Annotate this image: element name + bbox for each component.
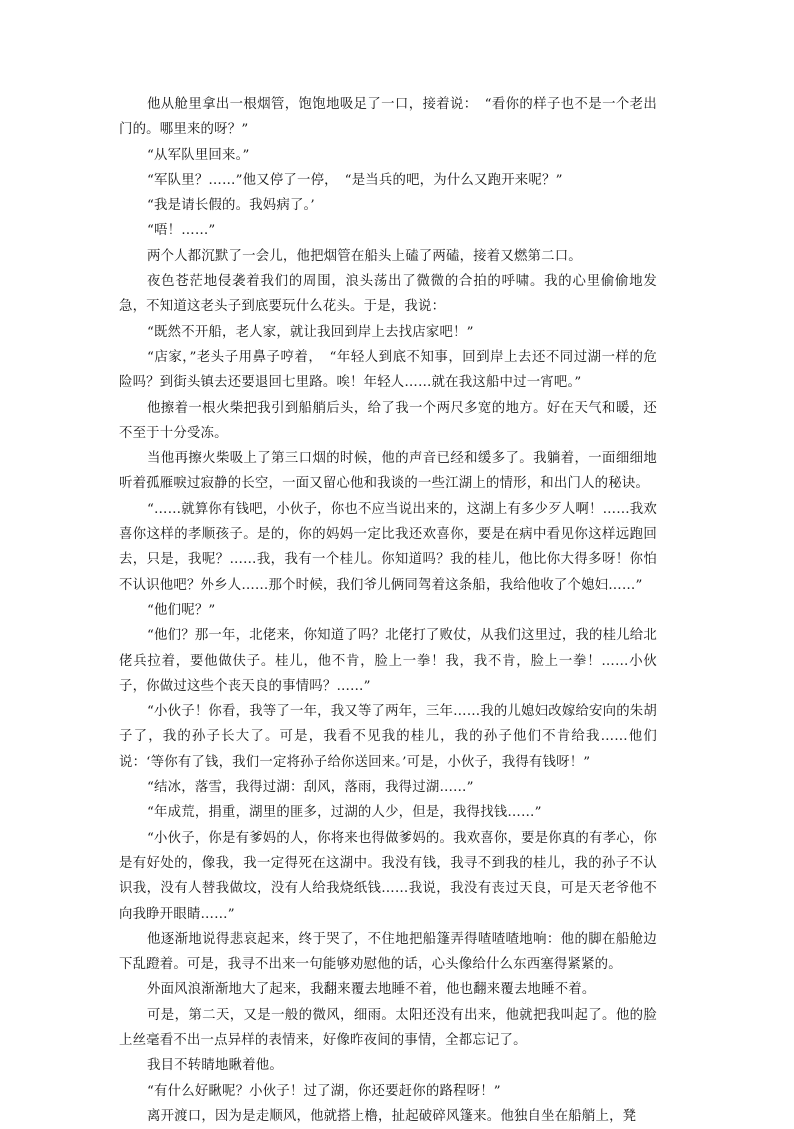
paragraph: “他们呢？” (147, 602, 216, 618)
paragraph: 他从舱里拿出一根烟管，饱饱地吸足了一口，接着说： “看你的样子也不是一个老出门的。哪里来的呀？” (119, 97, 657, 138)
paragraph: 他逐渐地说得悲哀起来，终于哭了，不住地把船篷弄得喳喳喳地响：他的脚在船舱边下乱蹬着。可是，我寻不出来一句能够劝慰他的话，心头像给什么东西塞得紧紧的。 (119, 931, 657, 973)
paragraph: “唔！……” (147, 223, 216, 239)
paragraph: “……就算你有钱吧，小伙子，你也不应当说出来的，这湖上有多少歹人啊！……我欢喜你这样的孝顺孩子。是的，你的妈妈一定比我还欢喜你，要是在病中看见你这样远跑回去，只是，我呢？……我，我有一个桂儿。你知道吗？我的桂儿，他比你大得多呀！你怕不认识他吧？外乡人……那个时候，我们爷儿俩同驾着这条船，我给他收了个媳妇……” (119, 501, 657, 593)
paragraph: “小伙子，你是有爹妈的人，你将来也得做爹妈的。我欢喜你，要是你真的有孝心，你是有好处的，像我，我一定得死在这湖中。我没有钱，我寻不到我的桂儿，我的孙子不认识我，没有人替我做坟，没有人给我烧纸钱……我说，我没有丧过天良，可是天老爷他不向我睁开眼睛……” (119, 830, 657, 922)
paragraph: “军队里？……”他又停了一停， “是当兵的吧，为什么又跑开来呢？” (147, 172, 563, 188)
paragraph: “有什么好瞅呢？小伙子！过了湖，你还要赶你的路程呀！” (147, 1083, 501, 1099)
paragraph: 他擦着一根火柴把我引到船艄后头，给了我一个两尺多宽的地方。好在天气和暖，还不至于十分受冻。 (119, 400, 657, 441)
paragraph: “店家，”老头子用鼻子哼着， “年轻人到底不知事，回到岸上去还不同过湖一样的危险吗？到街头镇去还要退回七里路。唉！年轻人……就在我这船中过一宵吧。” (119, 349, 657, 391)
paragraph: “我是请长假的。我妈病了。’ (147, 198, 315, 214)
paragraph: 外面风浪渐渐地大了起来，我翻来覆去地睡不着，他也翻来覆去地睡不着。 (147, 982, 596, 998)
paragraph: 夜色苍茫地侵袭着我们的周围，浪头荡出了微微的合拍的呼啸。我的心里偷偷地发急，不知道这老头子到底要玩什么花头。于是，我说： (119, 274, 657, 315)
paragraph: “结冰，落雪，我得过湖：刮风，落雨，我得过湖……” (147, 780, 474, 796)
paragraph: 我目不转睛地瞅着他。 (147, 1058, 283, 1074)
paragraph: 可是，第二天，又是一般的微风，细雨。太阳还没有出来，他就把我叫起了。他的脸上丝毫看不出一点异样的表情来，好像昨夜间的事情，全都忘记了。 (119, 1007, 657, 1048)
paragraph: 两个人都沉默了一会儿，他把烟管在船头上磕了两磕，接着又燃第二口。 (147, 248, 582, 264)
paragraph: 离开渡口，因为是走顺风，他就搭上橹，扯起破碎风篷来。他独自坐在船艄上，凳 (147, 1108, 637, 1124)
paragraph: 当他再擦火柴吸上了第三口烟的时候，他的声音已经和缓多了。我躺着，一面细细地听着孤雁唳过寂静的长空，一面又留心他和我谈的一些江湖上的情形，和出门人的秘诀。 (119, 451, 657, 492)
paragraph: “小伙子！你看，我等了一年，我又等了两年，三年……我的儿媳妇改嫁给安向的朱胡子了，我的孙子长大了。可是，我看不见我的桂儿，我的孙子他们不肯给我……他们说：‘等你有了钱，我们一定将孙子给你送回来。’可是，小伙子，我得有钱呀！” (119, 704, 657, 770)
paragraph: “年成荒，捐重，湖里的匪多，过湖的人少，但是，我得找钱……” (147, 805, 542, 821)
paragraph: “他们？那一年，北佬来，你知道了吗？北佬打了败仗，从我们这里过，我的桂儿给北佬兵拉着，要他做伕子。桂儿，他不肯，脸上一拳！我，我不肯，脸上一拳！……小伙子，你做过这些个丧天良的事情吗？……” (119, 628, 657, 694)
document-body (119, 92, 657, 1129)
paragraph: “从军队里回来。” (147, 147, 250, 163)
paragraph: “既然不开船，老人家，就让我回到岸上去找店家吧！” (147, 324, 474, 340)
